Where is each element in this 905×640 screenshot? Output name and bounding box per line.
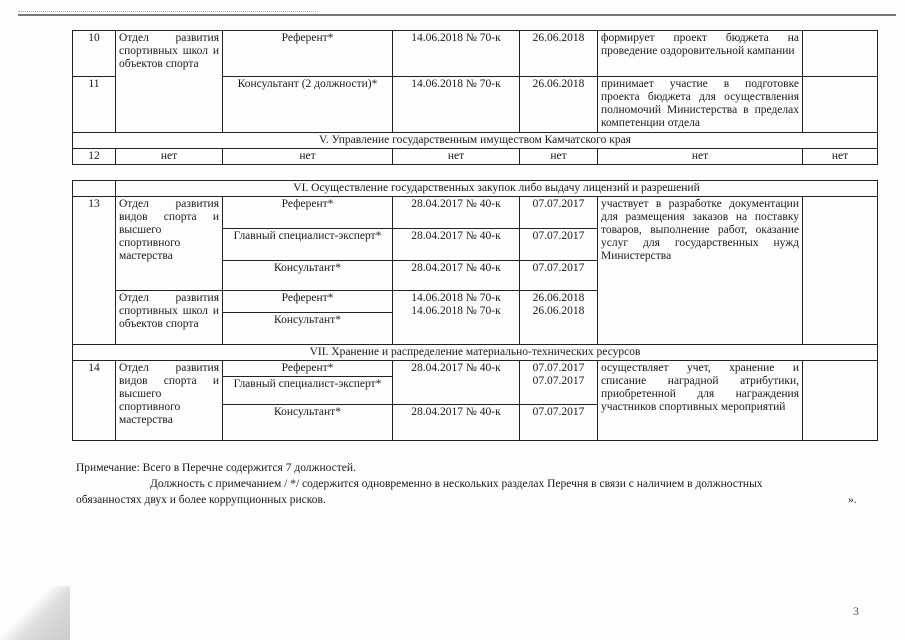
scan-top-border xyxy=(18,14,896,16)
section-title: V. Управление государственным имуществом Камчатского края xyxy=(73,133,878,149)
function-cell: участвует в разработке документации для размещения заказов на поставку товаров, выполнение работ, оказание услуг для государственных нужд Министерства xyxy=(598,197,803,345)
function-cell: принимает участие в подготовке проекта бюджета для осуществления полномочий Министерства в пределах компетенции отдела xyxy=(598,77,803,133)
position-cell: Референт* xyxy=(223,361,393,377)
cell-none: нет xyxy=(803,149,878,165)
order-cell: 14.06.2018 № 70-к xyxy=(393,77,520,133)
scan-top-dots xyxy=(18,11,318,13)
empty-cell xyxy=(73,181,116,197)
scan-shadow xyxy=(0,586,70,640)
date-cell: 26.06.2018 xyxy=(520,77,598,133)
date-cell: 07.07.2017 xyxy=(520,229,598,261)
date-line: 26.06.2018 xyxy=(532,292,585,304)
department-cell: Отдел развития спортивных школ и объектов спорта xyxy=(116,31,223,133)
positions-table-part2 xyxy=(72,180,878,441)
extra-cell xyxy=(803,77,878,133)
note-asterisk-continued: обязанностях двух и более коррупционных рисков. xyxy=(76,494,326,506)
position-cell: Референт* xyxy=(223,31,393,77)
department-cell: Отдел развития спортивных школ и объектов спорта xyxy=(116,291,223,345)
function-cell: осуществляет учет, хранение и списание наградной атрибутики, приобретенной для награждения участников спортивных мероприятий xyxy=(598,361,803,441)
section-title: VII. Хранение и распределение материально-технических ресурсов xyxy=(73,345,878,361)
row-number: 13 xyxy=(73,197,116,345)
order-cell: 28.04.2017 № 40-к xyxy=(393,229,520,261)
date-line: 07.07.2017 xyxy=(532,375,585,387)
note-asterisk: Должность с примечанием / */ содержится одновременно в нескольких разделах Перечня в связи с наличием в должностных xyxy=(150,478,763,490)
position-cell: Консультант (2 должности)* xyxy=(223,77,393,133)
function-cell: формирует проект бюджета на проведение оздоровительной кампании xyxy=(598,31,803,77)
order-cell: 28.04.2017 № 40-к xyxy=(393,197,520,229)
note-total: Примечание: Всего в Перечне содержится 7 должностей. xyxy=(76,462,356,474)
cell-none: нет xyxy=(116,149,223,165)
department-cell: Отдел развития видов спорта и высшего спортивного мастерства xyxy=(116,197,223,291)
position-cell: Консультант* xyxy=(223,405,393,441)
date-cell: 07.07.2017 xyxy=(520,197,598,229)
order-cell: 28.04.2017 № 40-к xyxy=(393,361,520,405)
section-header-row xyxy=(73,181,878,197)
position-cell: Референт* xyxy=(223,291,393,313)
date-cell: 26.06.2018 xyxy=(520,31,598,77)
cell-none: нет xyxy=(393,149,520,165)
date-line: 26.06.2018 xyxy=(532,305,585,317)
positions-table-part1 xyxy=(72,30,878,165)
row-number: 12 xyxy=(73,149,116,165)
cell-none: нет xyxy=(520,149,598,165)
date-cell xyxy=(520,361,598,405)
section-header-row xyxy=(73,133,878,149)
cell-none: нет xyxy=(223,149,393,165)
position-cell: Референт* xyxy=(223,197,393,229)
table-row xyxy=(73,197,878,229)
extra-cell xyxy=(803,31,878,77)
table-row xyxy=(73,361,878,377)
date-cell: 07.07.2017 xyxy=(520,405,598,441)
table-row xyxy=(73,149,878,165)
position-cell: Главный специалист-эксперт* xyxy=(223,229,393,261)
cell-none: нет xyxy=(598,149,803,165)
section-header-row xyxy=(73,345,878,361)
order-line: 14.06.2018 № 70-к xyxy=(411,292,501,304)
department-cell: Отдел развития видов спорта и высшего спортивного мастерства xyxy=(116,361,223,441)
order-cell xyxy=(393,291,520,345)
closing-quote: ». xyxy=(848,494,857,506)
position-cell: Главный специалист-эксперт* xyxy=(223,377,393,405)
order-cell: 28.04.2017 № 40-к xyxy=(393,261,520,291)
date-cell xyxy=(520,291,598,345)
position-cell: Консультант* xyxy=(223,313,393,345)
section-title: VI. Осуществление государственных закупок либо выдачу лицензий и разрешений xyxy=(116,181,878,197)
row-number: 11 xyxy=(73,77,116,133)
position-cell: Консультант* xyxy=(223,261,393,291)
extra-cell xyxy=(803,197,878,345)
table-row xyxy=(73,31,878,77)
order-cell: 14.06.2018 № 70-к xyxy=(393,31,520,77)
date-cell: 07.07.2017 xyxy=(520,261,598,291)
row-number: 10 xyxy=(73,31,116,77)
order-cell: 28.04.2017 № 40-к xyxy=(393,405,520,441)
page-number: 3 xyxy=(853,604,859,618)
row-number: 14 xyxy=(73,361,116,441)
order-line: 14.06.2018 № 70-к xyxy=(411,305,501,317)
date-line: 07.07.2017 xyxy=(532,362,585,374)
extra-cell xyxy=(803,361,878,441)
